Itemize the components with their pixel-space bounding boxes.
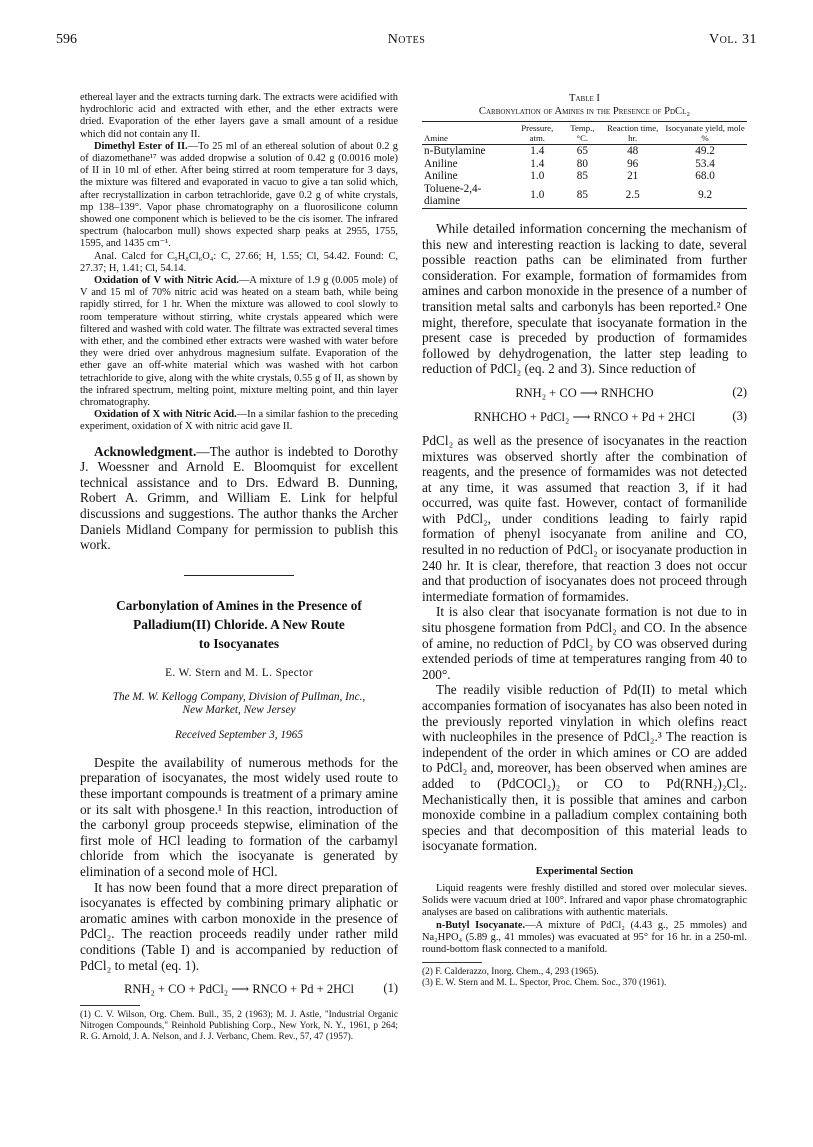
- data-table: [422, 121, 747, 209]
- footnote-rule: [422, 962, 482, 963]
- run-in-heading: n-Butyl Isocyanate.: [436, 919, 526, 931]
- section-heading: Experimental Section: [535, 865, 634, 877]
- footnote: (2) F. Calderazzo, Inorg. Chem., 4, 293 (1965).: [422, 967, 599, 978]
- table-title: Carbonylation of Amines in the Presence of PdCl₂: [478, 106, 691, 117]
- table-row: n-Butylamine 1.4 65 48 49.2: [424, 145, 715, 157]
- paragraph: The readily visible reduction of Pd(II) to metal which accompanies formation of isocyanates has also been noted in the previously reported vinylation in which olefins react with nucleophiles in the presence of PdCl₂.³ The reaction is independent of the order in which amines or CO are added to PdCl₂ and, moreover, has been observed when amines are added to (PdCOCl₂)₂ or CO to Pd(RNH₂)₂Cl₂. Mechanistically then, it is possible that amines and carbon monoxide combine in a palladium complex containing both species and that decomposition of this material leads to isocyanate formation.: [422, 682, 747, 854]
- equation-number: (3): [732, 408, 747, 423]
- paragraph: It is also clear that isocyanate formation is not due to in situ phosgene formation from PdCl₂ and CO. In the absence of amine, no reduction of PdCl₂ by CO was observed during extended periods of time at temperatures ranging from 40 to 200°.: [422, 604, 747, 682]
- equation-3: RNHCHO + PdCl₂ ⟶ RNCO + Pd + 2HCl (3): [473, 408, 747, 424]
- paragraph: Liquid reagents were freshly distilled and stored over molecular sieves. Solids were vacuum dried at 100°. Infrared and vapor phase chromatographic analyses are based on calibrations with authentic materials.: [422, 882, 747, 919]
- paragraph: It has now been found that a more direct preparation of isocyanates is effected by combining primary aliphatic or aromatic amines with carbon monoxide in the presence of PdCl₂. The reaction proceeds readily under rather mild conditions (Table I) and is accompanied by reduction of PdCl₂ to metal (eq. 1).: [80, 879, 398, 973]
- paragraph: n-Butyl Isocyanate.—A mixture of PdCl₂ (4.43 g., 25 mmoles) and Na₂HPO₄ (5.89 g., 41 mmoles) was evacuated at 95° for 16 hr. in a 250-ml. round-bottom flask connected to a manifold.: [422, 919, 747, 955]
- paragraph: Despite the availability of numerous methods for the preparation of isocyanates, the most widely used route to these important compounds is treatment of a primary amine or its salt with phosgene.¹ In this reaction, introduction of the carbonyl group proceeds stepwise, elimination of the first mole of HCl leading to formation of the carbamyl chloride from which the isocyanate is generated by elimination of a second mole of HCl.: [80, 754, 398, 879]
- paragraph: While detailed information concerning the mechanism of this new and interesting reaction is lacking to date, several possible reaction paths can be eliminated from further consideration. For example, formation of formamides from amines and carbon monoxide in the presence of a number of transition metal salts and carbonyls has been reported.² One might, therefore, speculate that isocyanate formation in the present case is preceded by production of formamides followed by dehydrogenation, the latter step leading to reduction of PdCl₂ (eq. 2 and 3). Since reduction of: [422, 220, 747, 377]
- equation-number: (2): [732, 384, 747, 399]
- volume-label: Vol. 31: [709, 32, 757, 47]
- column-header: Pressure, atm.: [521, 123, 554, 143]
- column-header: Temp., °C.: [570, 123, 595, 143]
- page-number: 596: [56, 32, 77, 47]
- running-title: Notes: [387, 32, 426, 47]
- affiliation: The M. W. Kellogg Company, Division of Pullman, Inc., New Market, New Jersey: [112, 690, 366, 716]
- column-header: Reaction time, hr.: [607, 123, 659, 143]
- analysis-paragraph: Anal. Calcd for C₉H₈Cl₆O₄: C, 27.66; H, 1.55; Cl, 54.42. Found: C, 27.37; H, 1.41; Cl, 54.14.: [80, 250, 398, 274]
- footnote: (1) C. V. Wilson, Org. Chem. Bull., 35, 2 (1963); M. J. Astle, "Industrial Organic Nitrogen Compounds," Reinhold Publishing Corp., New York, N. Y., 1961, p 264; R. G. Arnold, J. A. Nelson, and J. J. Verbanc, Chem. Rev., 57, 47 (1957).: [80, 1010, 398, 1043]
- paragraph: PdCl₂ as well as the presence of isocyanates in the reaction mixtures was observed shortly after the combination of reagents, and the presence of formamides was not detected at any time, it was assumed that reaction 3, if it had occurred, was quite fast. However, contact of formanilide with PdCl₂, under conditions leading to fairly rapid formation of phenyl isocyanate from aniline and CO, resulted in no reduction of PdCl₂ or isocyanate production in 240 hr. It is clear, therefore, that reaction 3 does not occur and that production of isocyanates does not proceed through intermediate formation of formamides.: [422, 432, 747, 604]
- equation-2: RNH₂ + CO ⟶ RNHCHO (2): [515, 384, 747, 400]
- left-column: [80, 92, 398, 1107]
- page-header: [56, 32, 757, 52]
- table-caption: [422, 92, 747, 118]
- table-label: Table I: [569, 93, 600, 104]
- authors: E. W. Stern and M. L. Spector: [165, 666, 313, 679]
- table-header-row: [422, 122, 747, 145]
- equation-number: (1): [383, 981, 398, 996]
- footnote: (3) E. W. Stern and M. L. Spector, Proc. Chem. Soc., 370 (1961).: [422, 978, 667, 989]
- acknowledgment: Acknowledgment.—The author is indebted to Dorothy J. Woessner and Arnold E. Bloomquist for excellent technical assistance and to Drs. Edward B. Dunning, Robert A. Grimm, and William E. Link for helpful discussions and suggestions. The author thanks the Archer Daniels Midland Company for permission to publish this work.: [80, 443, 398, 553]
- received-date: Received September 3, 1965: [175, 728, 303, 741]
- paragraph: Oxidation of X with Nitric Acid.—In a similar fashion to the preceding experiment, oxidation of X with nitric acid gave II.: [80, 409, 398, 433]
- column-header: Amine: [424, 133, 448, 143]
- experimental-text: [422, 883, 747, 956]
- equation-1: RNH₂ + CO + PdCl₂ ⟶ RNCO + Pd + 2HCl (1): [124, 981, 398, 997]
- run-in-heading: Oxidation of X with Nitric Acid.: [94, 409, 237, 421]
- article-title: Carbonylation of Amines in the Presence of Palladium(II) Chloride. A New Route to Isocyanates: [116, 597, 362, 651]
- right-column: [422, 92, 747, 1107]
- run-in-heading: Dimethyl Ester of II.: [94, 140, 188, 152]
- continued-experimental: [80, 92, 398, 434]
- paragraph: Oxidation of V with Nitric Acid.—A mixture of 1.9 g (0.005 mole) of V and 15 ml of 70% nitric acid was heated on a steam bath, while being rapidly stirred, for 1 hr. When the mixture was allowed to cool slowly to room temperature without stirring, white crystals appeared which were filtered and washed with cold water. The filtrate was extracted several times with ether, and the combined ether extracts were washed with water before they were dried over anhydrous magnesium sulfate. Evaporation of the ether gave an off-white material which was washed with hot carbon tetrachloride to give, along with the white crystals, 0.55 g of II, as shown by the infrared spectrum, melting point, mixture melting point, and thin layer chromatography.: [80, 275, 398, 409]
- run-in-heading: Oxidation of V with Nitric Acid.: [94, 275, 239, 287]
- table-row: Aniline 1.4 80 96 53.4: [424, 157, 715, 170]
- column-header: Isocyanate yield, mole %: [665, 123, 745, 143]
- table-row: Aniline 1.0 85 21 68.0: [424, 170, 715, 183]
- paragraph: Dimethyl Ester of II.—To 25 ml of an ethereal solution of about 0.2 g of diazomethane¹⁷ was added dropwise a solution of 0.42 g (0.0016 mole) of II in 10 ml of ether. After being stirred at room temperature for 3 days, the mixture was filtered and evaporated in vacuo to give a tan solid which, after recrystallization in carbon tetrachloride, gave 0.2 g of white crystals, mp 138–139°. Vapor phase chromatography on a fluorosilicone column showed one component which is believed to be the cis isomer. The infrared spectrum (halocarbon mull) shows expected sharp peaks at 2955, 1755, 1595, and 1435 cm⁻¹.: [80, 140, 398, 250]
- section-divider: [184, 575, 294, 576]
- table-row: Toluene-2,4-diamine 1.0 85 2.5 9.2: [422, 183, 747, 209]
- paragraph: ethereal layer and the extracts turning dark. The extracts were acidified with hydrochloric acid and extracted with ether, and the ether extracts were dried. Evaporation of the ether layers gave a small amount of a residue which did not contain any II.: [80, 92, 398, 140]
- footnote-rule: [80, 1005, 140, 1006]
